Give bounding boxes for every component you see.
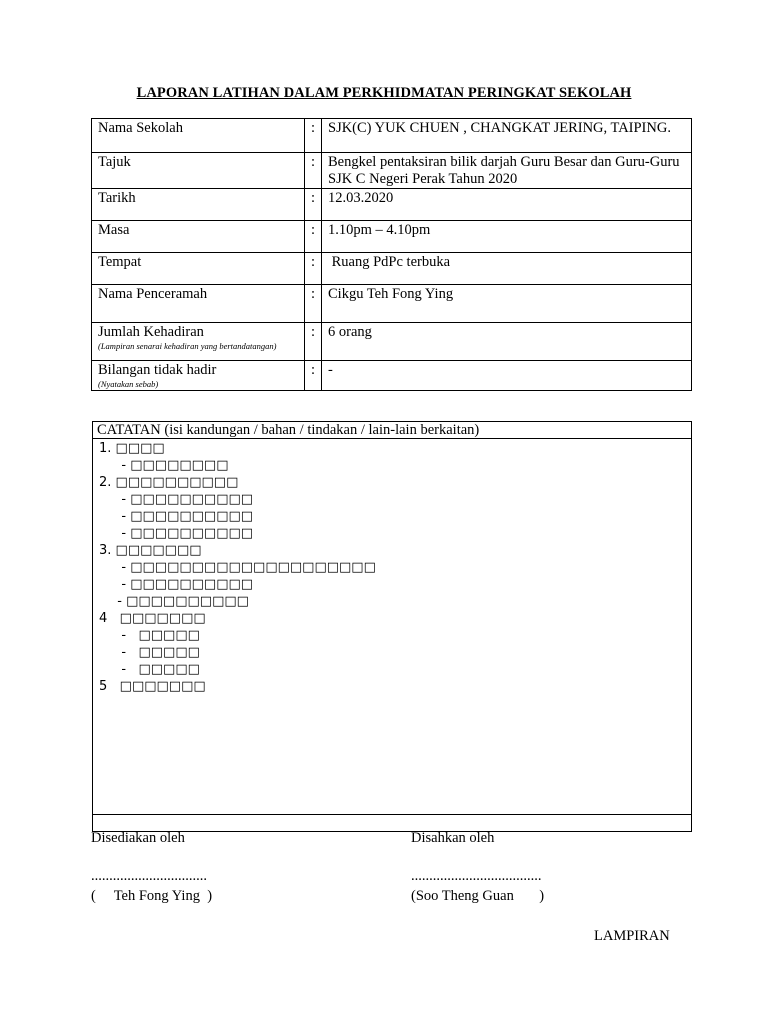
footer-lampiran: LAMPIRAN <box>594 928 670 944</box>
catatan-line: - □□□□□□□□□□ <box>109 509 254 524</box>
row-value: SJK(C) YUK CHUEN , CHANGKAT JERING, TAIPING. <box>322 119 692 153</box>
prepared-by-name: ( Teh Fong Ying ) <box>91 888 213 904</box>
row-value: - <box>322 361 692 391</box>
catatan-line: 4 □□□□□□□ <box>99 611 206 626</box>
row-value: 1.10pm – 4.10pm <box>322 221 692 253</box>
row-colon: : <box>305 221 322 253</box>
row-label: Nama Sekolah <box>92 119 305 153</box>
row-colon: : <box>305 119 322 153</box>
catatan-line: - □□□□□□□□□□□□□□□□□□□□ <box>109 560 376 575</box>
row-label: Jumlah Kehadiran <box>98 324 204 340</box>
catatan-line: - □□□□□ <box>109 662 200 677</box>
table-row <box>92 221 692 253</box>
row-sublabel: (Nyatakan sebab) <box>98 379 159 389</box>
table-row <box>92 253 692 285</box>
table-row <box>92 189 692 221</box>
row-label: Masa <box>92 221 305 253</box>
approved-by-label: Disahkan oleh <box>411 830 495 846</box>
row-colon: : <box>305 323 322 361</box>
row-colon: : <box>305 285 322 323</box>
catatan-heading: CATATAN (isi kandungan / bahan / tindakan / lain-lain berkaitan) <box>93 422 691 439</box>
row-label-cell <box>92 361 305 391</box>
table-row <box>92 153 692 189</box>
row-label: Tajuk <box>92 153 305 189</box>
catatan-line: - □□□□□□□□□□ <box>109 526 254 541</box>
row-label: Tarikh <box>92 189 305 221</box>
prepared-by-label: Disediakan oleh <box>91 830 185 846</box>
table-row <box>92 361 692 391</box>
catatan-body <box>93 439 691 815</box>
table-row <box>92 285 692 323</box>
catatan-line: 5 □□□□□□□ <box>99 679 206 694</box>
report-title: LAPORAN LATIHAN DALAM PERKHIDMATAN PERINGKAT SEKOLAH <box>136 85 632 101</box>
info-table <box>91 118 692 391</box>
row-label: Bilangan tidak hadir <box>98 362 217 378</box>
prepared-signature-line: ................................ <box>91 868 207 884</box>
table-row <box>92 323 692 361</box>
approved-by-name: (Soo Theng Guan ) <box>411 888 545 904</box>
row-colon: : <box>305 253 322 285</box>
approved-signature-line: .................................... <box>411 868 542 884</box>
row-sublabel: (Lampiran senarai kehadiran yang bertandatangan) <box>98 341 277 351</box>
row-value: 12.03.2020 <box>322 189 692 221</box>
row-label: Nama Penceramah <box>92 285 305 323</box>
catatan-line: - □□□□□□□□ <box>109 458 229 473</box>
table-row <box>92 119 692 153</box>
catatan-line: - □□□□□□□□□□ <box>109 492 254 507</box>
row-label: Tempat <box>92 253 305 285</box>
row-value: Ruang PdPc terbuka <box>322 253 692 285</box>
row-value: 6 orang <box>322 323 692 361</box>
row-colon: : <box>305 361 322 391</box>
row-label-cell <box>92 323 305 361</box>
catatan-line: - □□□□□□□□□□ <box>109 594 249 609</box>
catatan-line: 1. □□□□ <box>99 441 165 456</box>
row-value: Bengkel pentaksiran bilik darjah Guru Besar dan Guru-Guru SJK C Negeri Perak Tahun 2020 <box>322 153 692 189</box>
row-value: Cikgu Teh Fong Ying <box>322 285 692 323</box>
catatan-line: - □□□□□ <box>109 628 200 643</box>
catatan-line: 3. □□□□□□□ <box>99 543 202 558</box>
catatan-line: - □□□□□□□□□□ <box>109 577 254 592</box>
row-colon: : <box>305 189 322 221</box>
catatan-line: - □□□□□ <box>109 645 200 660</box>
catatan-box <box>92 421 692 832</box>
catatan-line: 2. □□□□□□□□□□ <box>99 475 239 490</box>
row-colon: : <box>305 153 322 189</box>
